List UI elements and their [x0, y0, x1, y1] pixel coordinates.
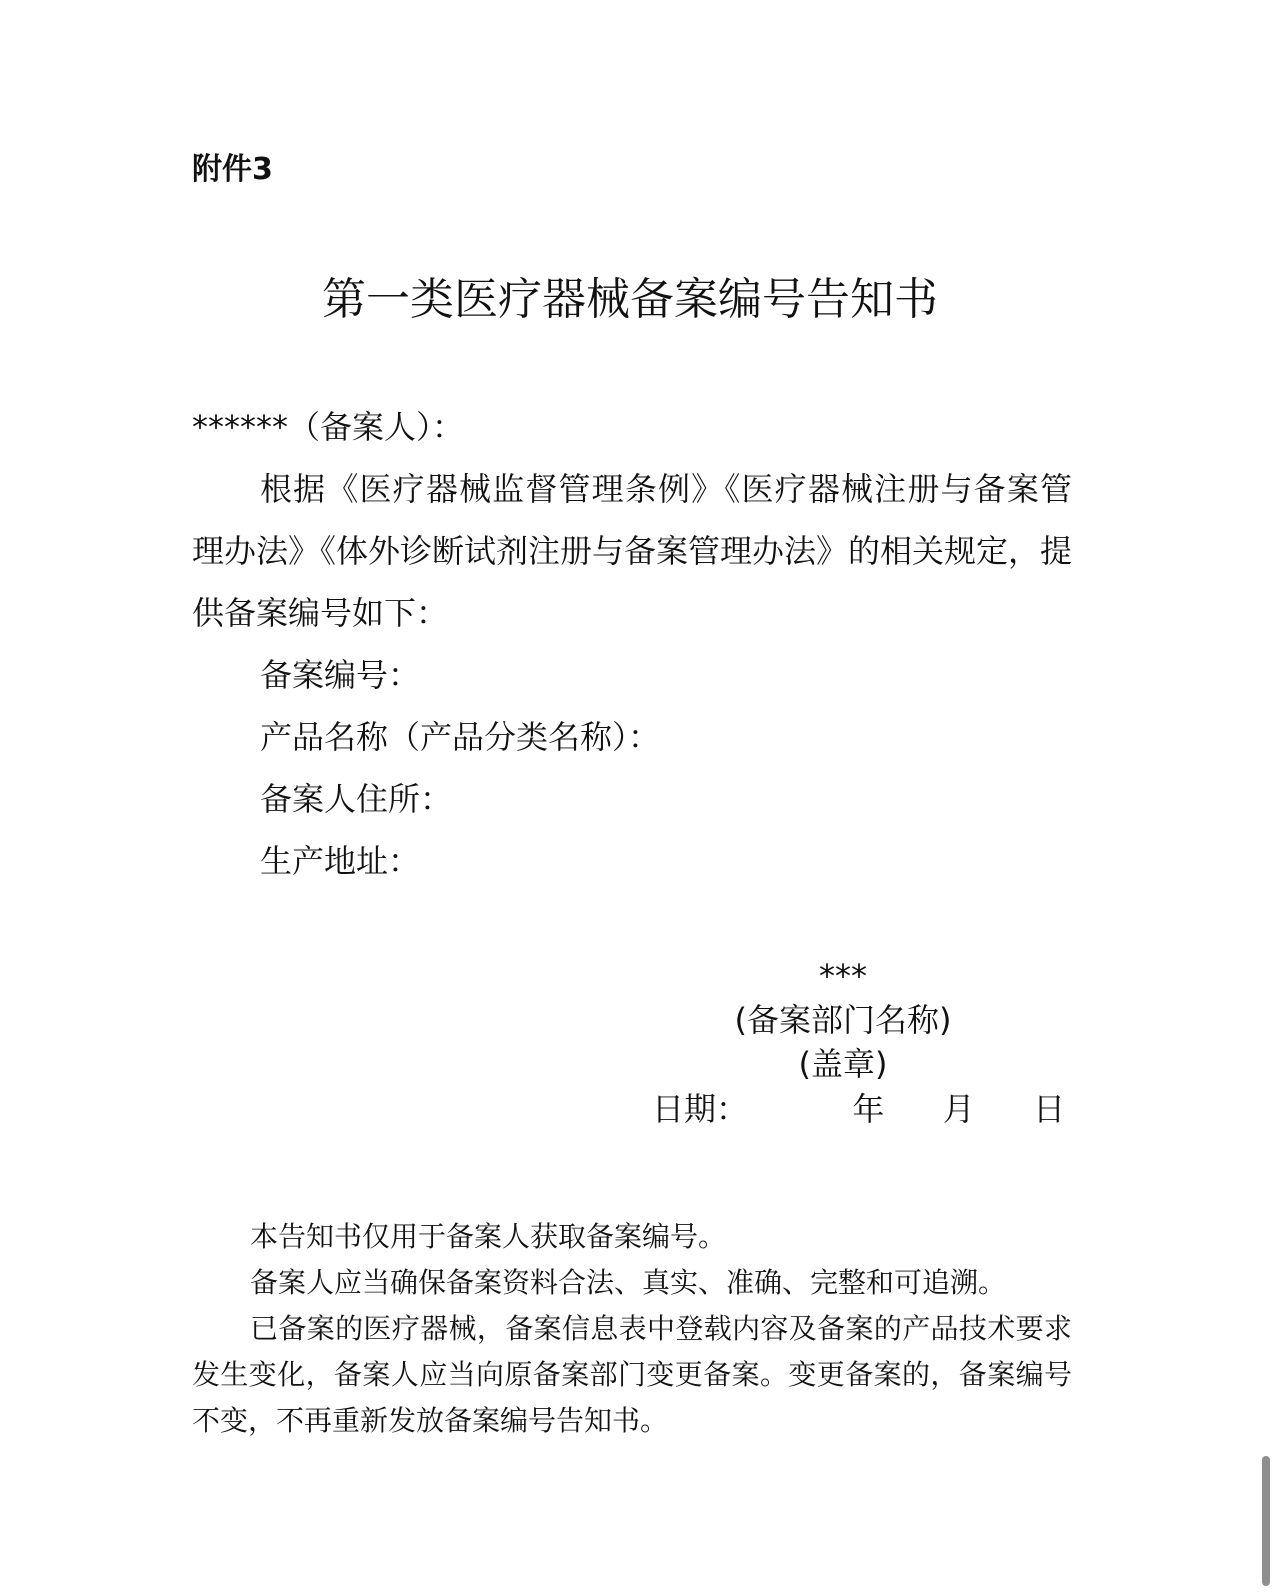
document-title: 第一类医疗器械备案编号告知书: [322, 274, 938, 325]
field-production-address: 生产地址：: [260, 842, 421, 880]
field-registrant-address: 备案人住所：: [260, 780, 453, 818]
field-product-name: 产品名称（产品分类名称）：: [260, 718, 661, 756]
signature-block: [560, 954, 1126, 1086]
seal-label: (盖章): [798, 1045, 888, 1083]
note-item: 本告知书仅用于备案人获取备案编号。: [250, 1220, 727, 1253]
attachment-label: 附件3: [192, 152, 273, 187]
date-day: 日: [1033, 1090, 1066, 1128]
notes-section: [192, 1214, 1072, 1444]
signature-stars: ***: [819, 957, 867, 995]
date-line: [652, 1086, 1065, 1132]
date-month: 月: [942, 1090, 975, 1128]
scrollbar[interactable]: [1262, 1456, 1270, 1586]
date-year: 年: [852, 1090, 885, 1128]
date-label: 日期：: [652, 1090, 749, 1128]
intro-paragraph: 根据《医疗器械监督管理条例》《医疗器械注册与备案管理办法》《体外诊断试剂注册与备案管理办法》的相关规定，提供备案编号如下：: [192, 470, 1073, 632]
note-item: 已备案的医疗器械，备案信息表中登载内容及备案的产品技术要求发生变化，备案人应当向原备案部门变更备案。变更备案的，备案编号不变，不再重新发放备案编号告知书。: [192, 1312, 1072, 1437]
note-item: 备案人应当确保备案资料合法、真实、准确、完整和可追溯。: [250, 1266, 1007, 1299]
salutation: ******（备案人）：: [192, 408, 465, 446]
department-name: (备案部门名称): [734, 1001, 952, 1039]
field-filing-number: 备案编号：: [260, 656, 421, 694]
